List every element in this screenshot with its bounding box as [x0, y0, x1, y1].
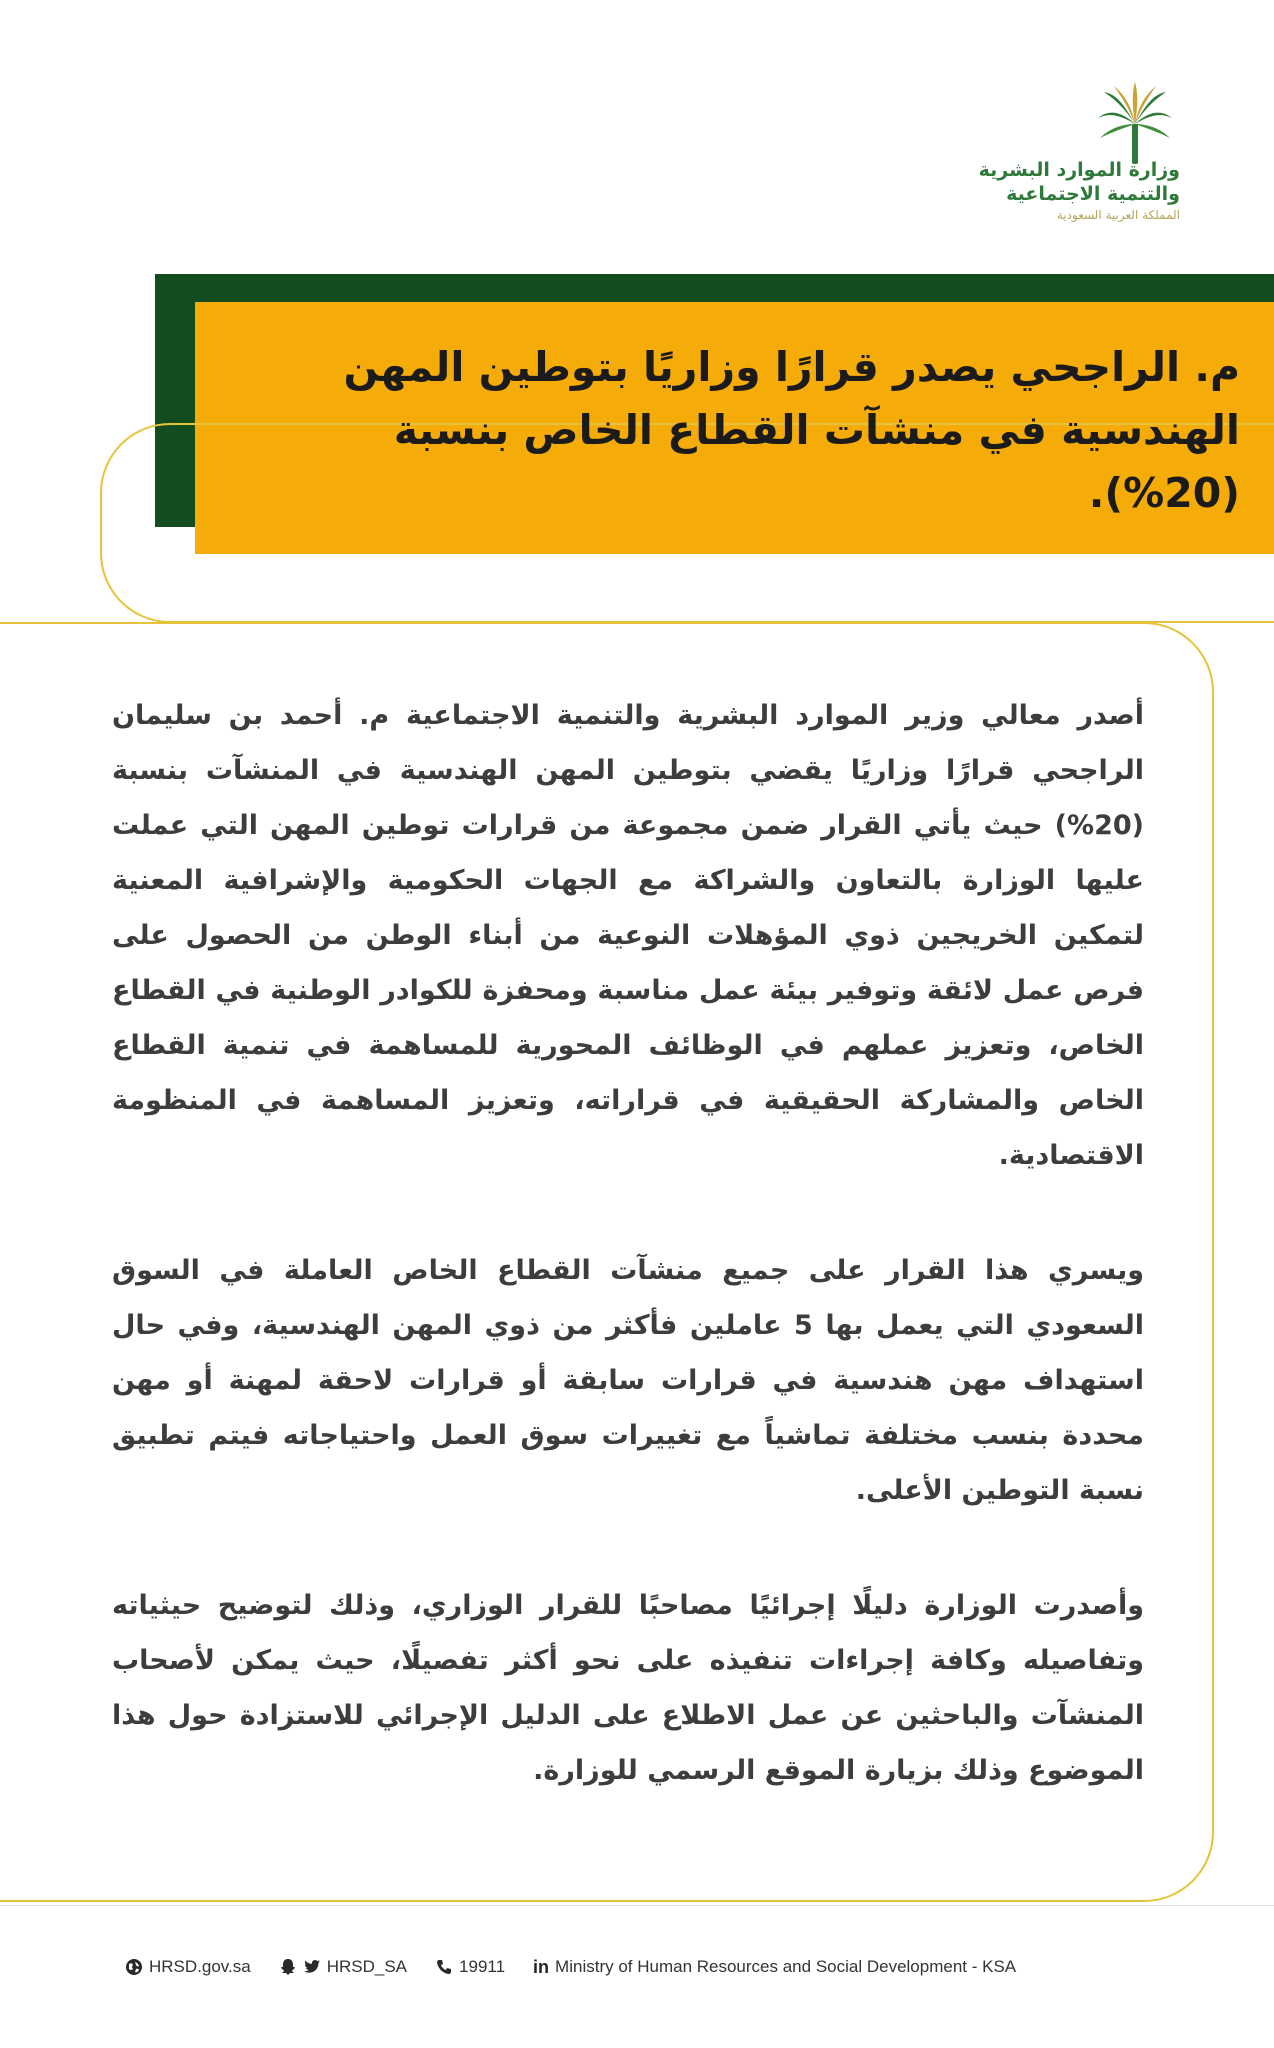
footer-phone[interactable] [435, 1957, 505, 1977]
logo-title-line2: والتنمية الاجتماعية [1006, 183, 1180, 205]
footer-divider [0, 1905, 1274, 1906]
social-handle-text: HRSD_SA [326, 1957, 408, 1976]
phone-icon [435, 1958, 453, 1976]
paragraph-2: ويسري هذا القرار على جميع منشآت القطاع الخاص العاملة في السوق السعودي التي يعمل بها 5 عاملين فأكثر من ذوي المهن الهندسية، وفي حال استهداف مهن هندسية في قرارات سابقة أو قرارات لاحقة لمهنة أو مهن محددة بنسب مختلفة تماشياً مع تغييرات سوق العمل واحتياجاته فيتم تطبيق نسبة التوطين الأعلى. [112, 1255, 1144, 1506]
linkedin-icon: in [533, 1956, 550, 1977]
twitter-icon [303, 1958, 321, 1976]
headline: م. الراجحي يصدر قرارًا وزاريًا بتوطين المهن الهندسية في منشآت القطاع الخاص بنسبة (20%). [343, 343, 1240, 517]
ministry-logo [978, 80, 1180, 230]
article-body [112, 688, 1144, 1858]
snapchat-icon [279, 1958, 297, 1976]
logo-title-line1: وزارة الموارد البشرية [978, 159, 1180, 181]
palm-emblem-icon [1090, 80, 1180, 168]
globe-icon [125, 1958, 143, 1976]
phone-number: 19911 [459, 1957, 506, 1976]
footer [125, 1952, 1225, 1982]
paragraph-1: أصدر معالي وزير الموارد البشرية والتنمية الاجتماعية م. أحمد بن سليمان الراجحي قرارًا وزاريًا يقضي بتوطين المهن الهندسية في المنشآت بنسبة (20%) حيث يأتي القرار ضمن مجموعة من قرارات توطين المهن التي عملت عليها الوزارة بالتعاون والشراكة مع الجهات الحكومية والإشرافية المعنية لتمكين الخريجين ذوي المؤهلات النوعية من أبناء الوطن من الحصول على فرص عمل لائقة وتوفير بيئة عمل مناسبة ومحفزة للكوادر الوطنية في القطاع الخاص، وتعزيز عملهم في الوظائف المحورية للمساهمة في تنمية القطاع الخاص والمشاركة الحقيقية في قراراته، وتعزيز المساهمة في المنظومة الاقتصادية. [112, 700, 1144, 1171]
logo-country: المملكة العربية السعودية [1056, 208, 1180, 222]
footer-linkedin[interactable] [533, 1957, 1016, 1978]
website-text: HRSD.gov.sa [149, 1957, 251, 1976]
paragraph-3: وأصدرت الوزارة دليلًا إجرائيًا مصاحبًا للقرار الوزاري، وذلك لتوضيح حيثياته وتفاصيله وكافة إجراءات تنفيذه على نحو أكثر تفصيلًا، حيث يمكن لأصحاب المنشآت والباحثين عن عمل الاطلاع على الدليل الإجرائي للاستزادة حول هذا الموضوع وذلك بزيارة الموقع الرسمي للوزارة. [112, 1590, 1144, 1786]
footer-website[interactable] [125, 1957, 251, 1977]
linkedin-text: Ministry of Human Resources and Social Development - KSA [555, 1957, 1017, 1976]
footer-social[interactable] [279, 1957, 407, 1977]
